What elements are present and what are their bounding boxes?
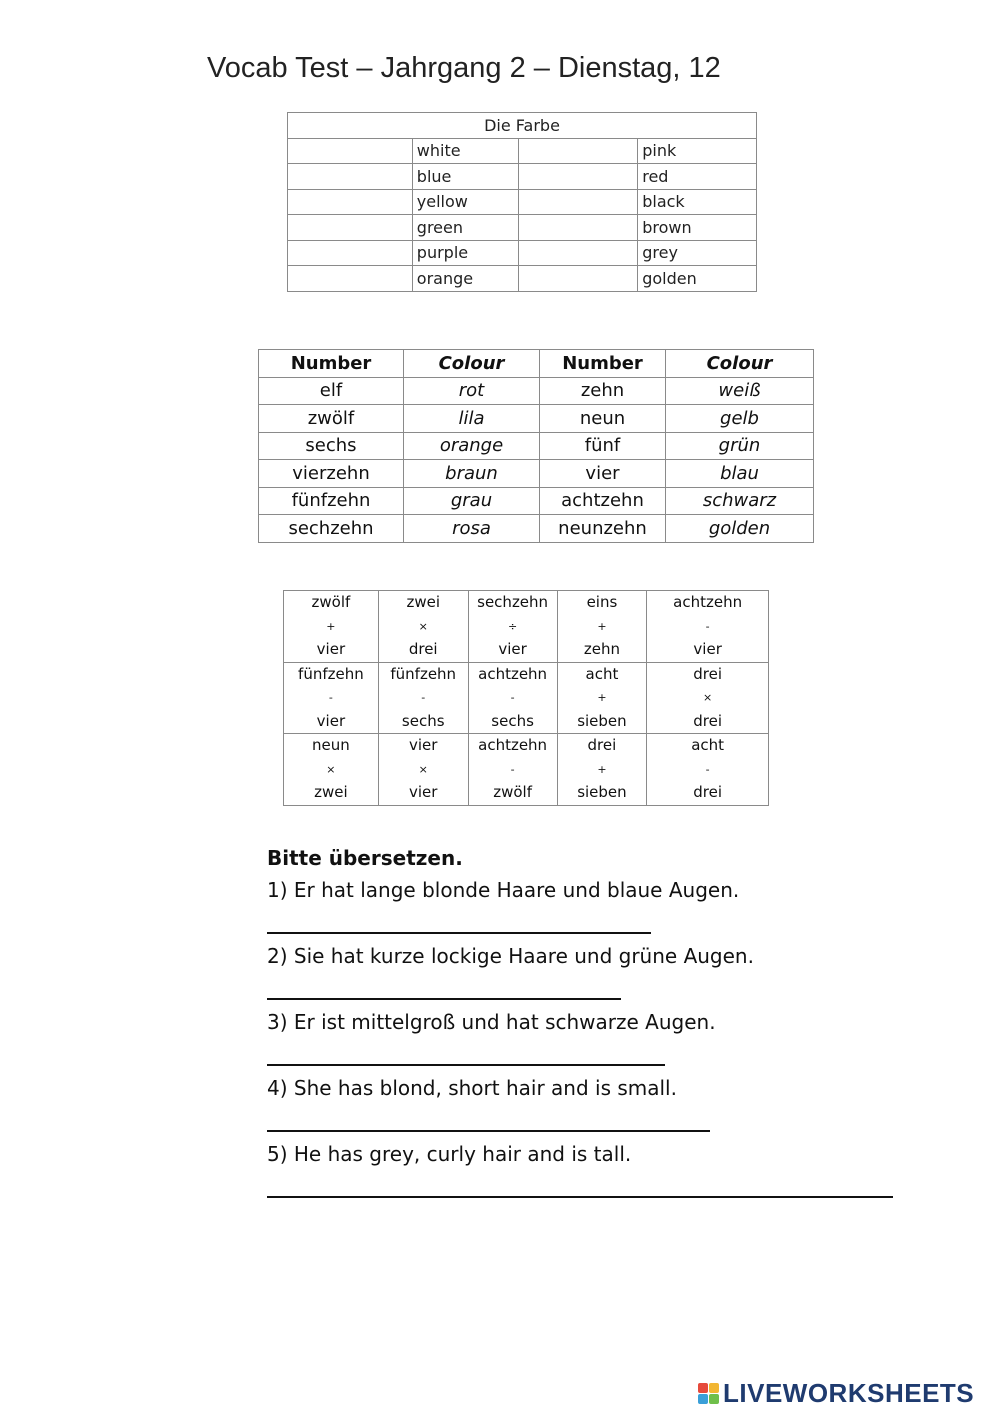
- answer-area: [267, 1171, 754, 1204]
- math-problem-cell: [647, 734, 769, 806]
- operand-a: vier: [409, 736, 438, 754]
- operator: -: [328, 691, 333, 704]
- operator: +: [597, 619, 607, 633]
- math-problem-cell: [557, 662, 647, 734]
- colour-cell: braun: [404, 460, 540, 488]
- answer-line: [267, 998, 621, 1000]
- operand-a: fünfzehn: [298, 664, 364, 683]
- logo-text: LIVEWORKSHEETS: [723, 1377, 975, 1408]
- colour-word-cell: pink: [638, 138, 757, 164]
- math-row: [284, 662, 769, 734]
- exercise-item: 2) Sie hat kurze lockige Haare und grüne Augen.: [267, 944, 754, 968]
- number-colour-row: [259, 405, 814, 433]
- header-number: Number: [540, 350, 666, 378]
- colour-word-cell: white: [412, 138, 519, 164]
- number-colour-row: [259, 460, 814, 488]
- operator: ×: [418, 762, 428, 776]
- operand-b: zwei: [314, 783, 348, 801]
- translation-exercise: [267, 843, 754, 1204]
- logo-mark-icon: [698, 1383, 719, 1404]
- number-cell: zwölf: [259, 405, 404, 433]
- answer-area: [267, 1039, 754, 1072]
- operand-b: vier: [693, 640, 722, 658]
- colour-answer-cell[interactable]: [288, 266, 413, 292]
- operand-b: sieben: [577, 783, 627, 801]
- colour-cell: golden: [666, 515, 814, 543]
- colour-word-cell: purple: [412, 240, 519, 266]
- colour-cell: orange: [404, 432, 540, 460]
- operand-a: achtzehn: [478, 736, 548, 754]
- header-colour: Colour: [666, 350, 814, 378]
- operand-b: sieben: [577, 711, 627, 730]
- operand-b: vier: [316, 640, 346, 658]
- math-problem-cell: [647, 591, 769, 663]
- colour-cell: schwarz: [666, 487, 814, 515]
- answer-line: [267, 1130, 710, 1132]
- colour-answer-cell[interactable]: [288, 164, 413, 190]
- operator: +: [597, 691, 607, 704]
- number-colour-row: [259, 515, 814, 543]
- colour-answer-cell[interactable]: [519, 164, 638, 190]
- colour-answer-cell[interactable]: [288, 189, 413, 215]
- exercise-item: 3) Er ist mittelgroß und hat schwarze Augen.: [267, 1010, 716, 1034]
- number-cell: vierzehn: [259, 460, 404, 488]
- colour-cell: rot: [404, 377, 540, 405]
- operator: -: [510, 691, 515, 704]
- answer-area: [267, 1105, 754, 1138]
- exercise-item: 4) She has blond, short hair and is small.: [267, 1076, 677, 1100]
- colour-cell: rosa: [404, 515, 540, 543]
- math-row: [284, 734, 769, 806]
- operator: -: [705, 762, 710, 776]
- colour-answer-cell[interactable]: [288, 240, 413, 266]
- operator: ×: [418, 619, 428, 633]
- colour-word-cell: golden: [638, 266, 757, 292]
- exercise-heading: Bitte übersetzen.: [267, 846, 463, 870]
- operator: ÷: [507, 619, 518, 633]
- math-row: [284, 591, 769, 663]
- operand-b: zwölf: [493, 783, 532, 801]
- operator: -: [421, 691, 426, 704]
- operand-b: drei: [693, 711, 723, 730]
- operator: ×: [703, 691, 713, 704]
- answer-input[interactable]: [267, 1040, 665, 1064]
- colour-word-cell: yellow: [412, 189, 519, 215]
- number-cell: sechzehn: [259, 515, 404, 543]
- colour-word-cell: blue: [412, 164, 519, 190]
- math-problem-cell: [284, 734, 379, 806]
- number-cell: elf: [259, 377, 404, 405]
- operand-a: drei: [587, 736, 617, 754]
- operand-b: vier: [498, 640, 527, 658]
- colour-word-cell: orange: [412, 266, 519, 292]
- operand-a: achtzehn: [478, 664, 548, 683]
- liveworksheets-logo: [698, 1377, 974, 1409]
- math-problem-cell: [284, 591, 379, 663]
- colours-row: [288, 189, 757, 215]
- answer-line: [267, 932, 651, 934]
- answer-area: [267, 973, 754, 1006]
- colours-row: [288, 138, 757, 164]
- operator: -: [510, 762, 515, 776]
- math-problem-cell: [647, 662, 769, 734]
- number-colour-row: [259, 487, 814, 515]
- colour-answer-cell[interactable]: [519, 138, 638, 164]
- colour-answer-cell[interactable]: [288, 215, 413, 241]
- page-title: Vocab Test – Jahrgang 2 – Dienstag, 12: [207, 52, 721, 84]
- number-cell: fünf: [540, 432, 666, 460]
- answer-line: [267, 1064, 665, 1066]
- answer-area: [267, 907, 754, 940]
- colour-cell: gelb: [666, 405, 814, 433]
- number-cell: neunzehn: [540, 515, 666, 543]
- operand-a: achtzehn: [673, 593, 743, 611]
- math-problem-cell: [378, 662, 468, 734]
- header-number: Number: [259, 350, 404, 378]
- operand-a: fünfzehn: [390, 664, 457, 683]
- logo-square: [709, 1383, 719, 1393]
- colour-answer-cell[interactable]: [288, 138, 413, 164]
- math-problem-cell: [468, 591, 557, 663]
- operand-a: acht: [691, 736, 725, 754]
- operand-a: eins: [586, 593, 618, 611]
- number-cell: sechs: [259, 432, 404, 460]
- colour-answer-cell[interactable]: [519, 240, 638, 266]
- operand-b: zehn: [583, 640, 620, 658]
- operand-b: sechs: [491, 711, 534, 730]
- colour-word-cell: grey: [638, 240, 757, 266]
- math-problem-cell: [468, 734, 557, 806]
- math-problem-cell: [468, 662, 557, 734]
- operator: ×: [326, 762, 336, 776]
- answer-line: [267, 1196, 893, 1198]
- colours-row: [288, 164, 757, 190]
- colour-cell: weiß: [666, 377, 814, 405]
- colour-cell: lila: [404, 405, 540, 433]
- math-table: [283, 590, 769, 806]
- operator: +: [326, 619, 336, 633]
- number-cell: neun: [540, 405, 666, 433]
- colour-cell: grün: [666, 432, 814, 460]
- colour-word-cell: black: [638, 189, 757, 215]
- math-problem-cell: [378, 734, 468, 806]
- logo-square: [698, 1394, 708, 1404]
- answer-input[interactable]: [267, 908, 651, 932]
- answer-input[interactable]: [267, 1172, 893, 1196]
- operator: -: [705, 619, 710, 633]
- colours-table: [287, 112, 757, 292]
- number-cell: fünfzehn: [259, 487, 404, 515]
- colours-row: [288, 266, 757, 292]
- exercise-item: 5) He has grey, curly hair and is tall.: [267, 1142, 632, 1166]
- number-cell: achtzehn: [540, 487, 666, 515]
- math-problem-cell: [557, 591, 647, 663]
- header-colour: Colour: [404, 350, 540, 378]
- colour-answer-cell[interactable]: [519, 266, 638, 292]
- colours-row: [288, 215, 757, 241]
- math-problem-cell: [378, 591, 468, 663]
- answer-input[interactable]: [267, 1106, 710, 1130]
- operand-b: vier: [409, 783, 438, 801]
- operand-a: neun: [312, 736, 350, 754]
- number-colour-table: [258, 349, 814, 543]
- number-cell: vier: [540, 460, 666, 488]
- math-problem-cell: [557, 734, 647, 806]
- operand-a: sechzehn: [477, 593, 549, 611]
- colours-table-caption: Die Farbe: [288, 113, 757, 139]
- math-problem-cell: [284, 662, 379, 734]
- colour-word-cell: brown: [638, 215, 757, 241]
- operand-a: acht: [585, 664, 619, 683]
- operand-b: drei: [693, 783, 723, 801]
- colours-row: [288, 240, 757, 266]
- logo-square: [698, 1383, 708, 1393]
- operand-b: sechs: [401, 711, 445, 730]
- logo-square: [709, 1394, 719, 1404]
- colour-cell: blau: [666, 460, 814, 488]
- number-cell: zehn: [540, 377, 666, 405]
- exercise-item: 1) Er hat lange blonde Haare und blaue Augen.: [267, 878, 740, 902]
- operand-a: drei: [693, 664, 723, 683]
- colour-cell: grau: [404, 487, 540, 515]
- number-colour-row: [259, 377, 814, 405]
- answer-input[interactable]: [267, 974, 621, 998]
- number-colour-row: [259, 432, 814, 460]
- operand-a: zwei: [406, 593, 440, 611]
- operand-b: drei: [408, 640, 438, 658]
- colour-word-cell: red: [638, 164, 757, 190]
- operand-b: vier: [316, 711, 346, 730]
- colour-word-cell: green: [412, 215, 519, 241]
- colour-answer-cell[interactable]: [519, 189, 638, 215]
- operand-a: zwölf: [311, 593, 351, 611]
- operator: +: [597, 762, 607, 776]
- colour-answer-cell[interactable]: [519, 215, 638, 241]
